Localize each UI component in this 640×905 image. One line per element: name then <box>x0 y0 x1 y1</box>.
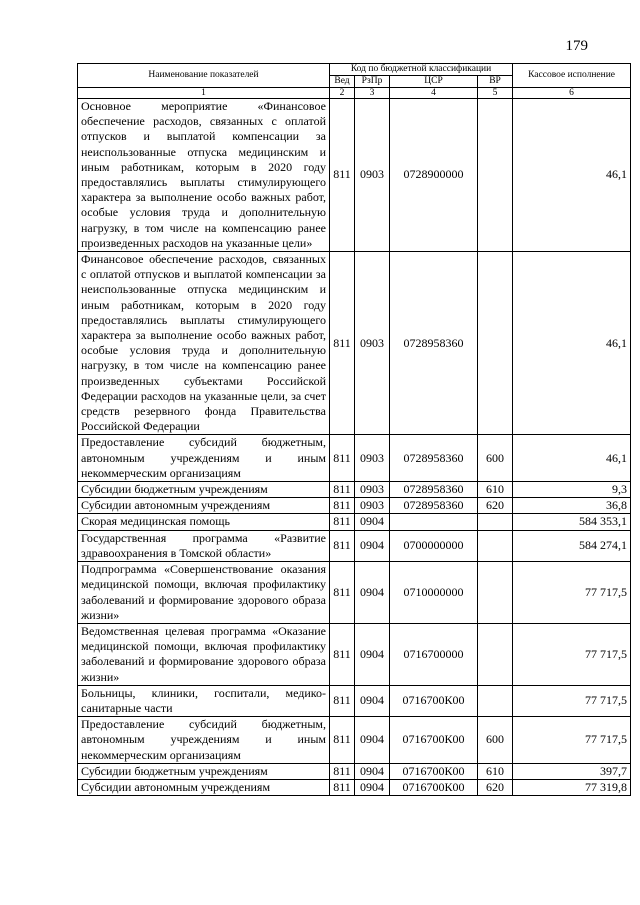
row-ved: 811 <box>330 252 355 435</box>
table-row <box>78 530 631 561</box>
row-ved: 811 <box>330 717 355 764</box>
row-vr: 620 <box>478 779 513 795</box>
row-ved: 811 <box>330 779 355 795</box>
table-row <box>78 252 631 435</box>
row-ved: 811 <box>330 763 355 779</box>
table-row <box>78 482 631 498</box>
row-vr <box>478 99 513 252</box>
row-ved: 811 <box>330 514 355 530</box>
row-ved: 811 <box>330 482 355 498</box>
column-number: 4 <box>390 88 478 99</box>
row-ved: 811 <box>330 435 355 482</box>
column-number: 6 <box>513 88 631 99</box>
row-amount: 397,7 <box>513 763 631 779</box>
row-rzpr: 0904 <box>355 562 390 624</box>
row-ved: 811 <box>330 562 355 624</box>
column-number: 3 <box>355 88 390 99</box>
row-name: Финансовое обеспечение расходов, связанных с оплатой отпусков и выплатой компенсации за неиспользованные отпуска медицинским и иным работникам, которым в 2020 году предоставлялись выплаты стимулирующего характера за выполнение особо важных работ, особые условия труда и дополнительную нагрузку, в том числе на компенсацию ранее произведенных субъектами Российской Федерации расходов на указанные цели, за счет средств резервного фонда Правительства Российской Федерации <box>78 252 330 435</box>
row-name: Субсидии бюджетным учреждениям <box>78 482 330 498</box>
row-vr <box>478 623 513 685</box>
row-name: Субсидии автономным учреждениям <box>78 779 330 795</box>
header-vr: ВР <box>478 76 513 88</box>
table-row <box>78 562 631 624</box>
row-csr: 0716700К00 <box>390 717 478 764</box>
table-row <box>78 623 631 685</box>
row-name: Предоставление субсидий бюджетным, автономным учреждениям и иным некоммерческим организациям <box>78 717 330 764</box>
row-vr: 600 <box>478 435 513 482</box>
table-row <box>78 435 631 482</box>
row-rzpr: 0903 <box>355 435 390 482</box>
header-code-group: Код по бюджетной классификации <box>330 64 513 76</box>
row-vr: 610 <box>478 763 513 779</box>
row-amount: 36,8 <box>513 498 631 514</box>
row-amount: 77 717,5 <box>513 562 631 624</box>
page-number: 179 <box>565 38 588 54</box>
table-row <box>78 685 631 716</box>
row-name: Основное мероприятие «Финансовое обеспечение расходов, связанных с оплатой отпусков и выплатой компенсации за неиспользованные отпуска медицинским и иным работникам, которым в 2020 году предоставлялись выплаты стимулирующего характера за выполнение особо важных работ, особые условия труда и дополнительную нагрузку, в том числе на компенсацию ранее произведенных расходов на указанные цели» <box>78 99 330 252</box>
row-csr <box>390 514 478 530</box>
row-name: Ведомственная целевая программа «Оказание медицинской помощи, включая профилактику заболеваний и формирование здорового образа жизни» <box>78 623 330 685</box>
row-amount: 584 353,1 <box>513 514 631 530</box>
row-vr: 600 <box>478 717 513 764</box>
row-csr: 0728958360 <box>390 435 478 482</box>
row-amount: 77 717,5 <box>513 717 631 764</box>
row-csr: 0728958360 <box>390 498 478 514</box>
row-amount: 77 717,5 <box>513 685 631 716</box>
table-row <box>78 514 631 530</box>
column-number-row <box>78 88 631 99</box>
row-amount: 9,3 <box>513 482 631 498</box>
row-rzpr: 0904 <box>355 717 390 764</box>
row-name: Подпрограмма «Совершенствование оказания медицинской помощи, включая профилактику заболеваний и формирование здорового образа жизни» <box>78 562 330 624</box>
table-row <box>78 498 631 514</box>
row-amount: 77 717,5 <box>513 623 631 685</box>
table-row <box>78 763 631 779</box>
row-csr: 0700000000 <box>390 530 478 561</box>
row-name: Предоставление субсидий бюджетным, автономным учреждениям и иным некоммерческим организациям <box>78 435 330 482</box>
row-vr <box>478 685 513 716</box>
row-vr: 610 <box>478 482 513 498</box>
row-amount: 584 274,1 <box>513 530 631 561</box>
row-amount: 77 319,8 <box>513 779 631 795</box>
row-name: Государственная программа «Развитие здравоохранения в Томской области» <box>78 530 330 561</box>
row-rzpr: 0903 <box>355 482 390 498</box>
header-ved: Вед <box>330 76 355 88</box>
row-csr: 0716700К00 <box>390 685 478 716</box>
row-rzpr: 0904 <box>355 514 390 530</box>
row-rzpr: 0904 <box>355 763 390 779</box>
row-rzpr: 0904 <box>355 530 390 561</box>
row-csr: 0728958360 <box>390 252 478 435</box>
row-amount: 46,1 <box>513 435 631 482</box>
row-vr <box>478 562 513 624</box>
row-csr: 0716700К00 <box>390 763 478 779</box>
budget-table <box>77 63 631 796</box>
row-rzpr: 0903 <box>355 99 390 252</box>
table-row <box>78 717 631 764</box>
row-vr <box>478 514 513 530</box>
row-vr <box>478 530 513 561</box>
row-name: Субсидии бюджетным учреждениям <box>78 763 330 779</box>
row-ved: 811 <box>330 623 355 685</box>
row-amount: 46,1 <box>513 252 631 435</box>
table-row <box>78 779 631 795</box>
row-rzpr: 0904 <box>355 623 390 685</box>
row-ved: 811 <box>330 685 355 716</box>
column-number: 1 <box>78 88 330 99</box>
row-vr: 620 <box>478 498 513 514</box>
row-csr: 0728958360 <box>390 482 478 498</box>
row-name: Больницы, клиники, госпитали, медико-санитарные части <box>78 685 330 716</box>
row-rzpr: 0904 <box>355 685 390 716</box>
table-row <box>78 99 631 252</box>
header-name: Наименование показателей <box>78 64 330 88</box>
row-ved: 811 <box>330 99 355 252</box>
column-number: 5 <box>478 88 513 99</box>
row-csr: 0710000000 <box>390 562 478 624</box>
header-csr: ЦСР <box>390 76 478 88</box>
row-name: Скорая медицинская помощь <box>78 514 330 530</box>
row-rzpr: 0903 <box>355 498 390 514</box>
row-ved: 811 <box>330 498 355 514</box>
row-name: Субсидии автономным учреждениям <box>78 498 330 514</box>
row-csr: 0716700К00 <box>390 779 478 795</box>
row-rzpr: 0904 <box>355 779 390 795</box>
column-number: 2 <box>330 88 355 99</box>
row-ved: 811 <box>330 530 355 561</box>
header-cash: Кассовое исполнение <box>513 64 631 88</box>
header-rzpr: РзПр <box>355 76 390 88</box>
row-vr <box>478 252 513 435</box>
row-csr: 0728900000 <box>390 99 478 252</box>
row-amount: 46,1 <box>513 99 631 252</box>
row-csr: 0716700000 <box>390 623 478 685</box>
row-rzpr: 0903 <box>355 252 390 435</box>
